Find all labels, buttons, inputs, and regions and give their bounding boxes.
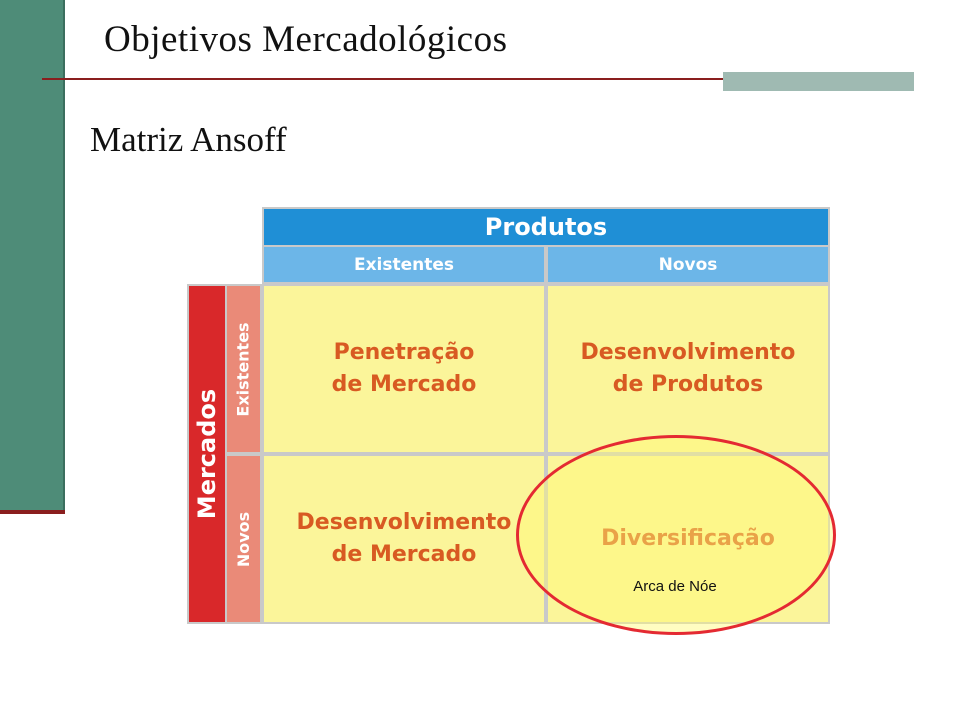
- markets-header-label: Mercados: [193, 388, 221, 520]
- markets-existing-header: [227, 284, 262, 454]
- slide-side-bar: [0, 0, 65, 510]
- markets-existing-label: Existentes: [234, 321, 254, 417]
- side-bar-underline: [0, 510, 65, 514]
- highlight-ellipse: [516, 435, 836, 635]
- quadrant-market-development: [262, 454, 546, 624]
- products-new-header: Novos: [546, 247, 830, 284]
- products-header: Produtos: [262, 207, 830, 247]
- markets-header: [187, 284, 227, 624]
- slide-title: Objetivos Mercadológicos: [104, 19, 508, 60]
- title-rule-tab: [723, 72, 914, 91]
- quadrant-label: Diversificação: [601, 526, 775, 552]
- markets-new-header: [227, 454, 262, 624]
- highlight-label: Arca de Nóe: [633, 578, 717, 595]
- markets-new-label: Novos: [234, 511, 254, 567]
- quadrant-product-development: [546, 284, 830, 454]
- slide-subtitle: Matriz Ansoff: [90, 120, 287, 159]
- quadrant-label: Penetração de Mercado: [331, 340, 477, 397]
- quadrant-market-penetration: [262, 284, 546, 454]
- quadrant-label: Desenvolvimento de Mercado: [296, 510, 512, 567]
- quadrant-label: Desenvolvimento de Produtos: [580, 340, 796, 397]
- products-existing-header: Existentes: [262, 247, 546, 284]
